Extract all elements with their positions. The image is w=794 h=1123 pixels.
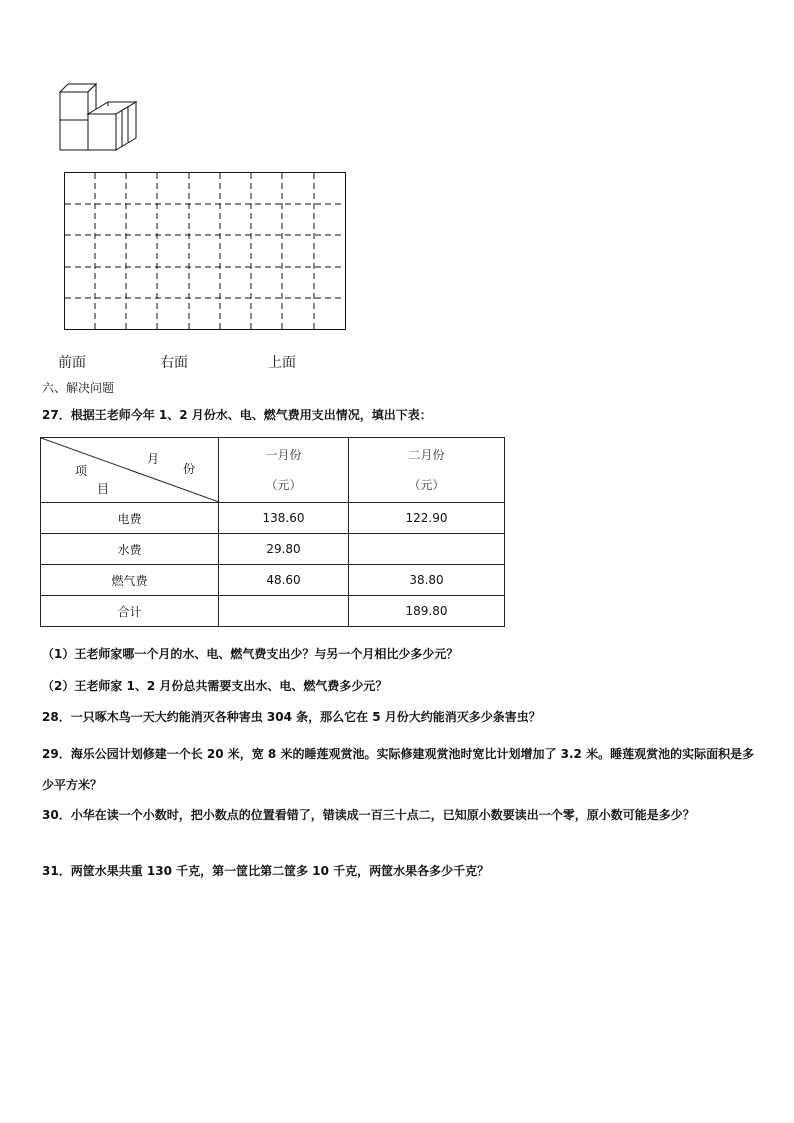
row-feb-value: 122.90 [349,503,505,534]
row-jan-value: 138.60 [219,503,349,534]
row-item: 合计 [41,596,219,627]
expense-table [40,437,505,627]
table-row [41,596,505,627]
table-corner-cell [41,438,219,503]
row-feb-value [349,534,505,565]
row-jan-value [219,596,349,627]
col-header-jan [219,438,349,503]
row-item: 电费 [41,503,219,534]
table-row [41,534,505,565]
question-27-sub-1: （1）王老师家哪一个月的水、电、燃气费支出少？与另一个月相比少多少元？ [42,647,459,661]
view-label-top: 上面 [268,355,296,371]
question-27: 27．根据王老师今年 1、2 月份水、电、燃气费用支出情况，填出下表： [42,408,432,422]
row-jan-value: 48.60 [219,565,349,596]
row-feb-value: 38.80 [349,565,505,596]
row-jan-value: 29.80 [219,534,349,565]
corner-mu: 目 [97,482,110,496]
col-jan-unit: （元） [265,478,302,492]
question-28: 28．一只啄木鸟一天大约能消灭各种害虫 304 条，那么它在 5 月份大约能消灭多少条害虫？ [42,710,541,724]
cube-figure [56,82,146,154]
question-27-sub-2: （2）王老师家 1、2 月份总共需要支出水、电、燃气费多少元？ [42,679,388,693]
view-label-front: 前面 [58,355,86,371]
row-item: 燃气费 [41,565,219,596]
drawing-grid [64,172,346,330]
col-jan-name: 一月份 [265,448,302,462]
row-item: 水费 [41,534,219,565]
section-title: 六、解决问题 [42,381,115,395]
corner-xiang: 项 [75,464,88,478]
col-header-feb [349,438,505,503]
row-feb-value: 189.80 [349,596,505,627]
question-30: 30．小华在读一个小数时，把小数点的位置看错了，错读成一百三十点二，已知原小数要读出一个零，原小数可能是多少？ [42,808,695,822]
col-feb-unit: （元） [408,478,445,492]
corner-fen: 份 [183,462,196,476]
view-label-right: 右面 [160,355,188,371]
question-31: 31．两筐水果共重 130 千克，第一筐比第二筐多 10 千克，两筐水果各多少千克？ [42,864,490,878]
table-row [41,503,505,534]
question-29: 29．海乐公园计划修建一个长 20 米，宽 8 米的睡莲观赏池。实际修建观赏池时宽比计划增加了 3.2 米。睡莲观赏池的实际面积是多少平方米？ [42,747,755,792]
corner-month: 月 [147,452,160,466]
table-row [41,565,505,596]
col-feb-name: 二月份 [408,448,445,462]
